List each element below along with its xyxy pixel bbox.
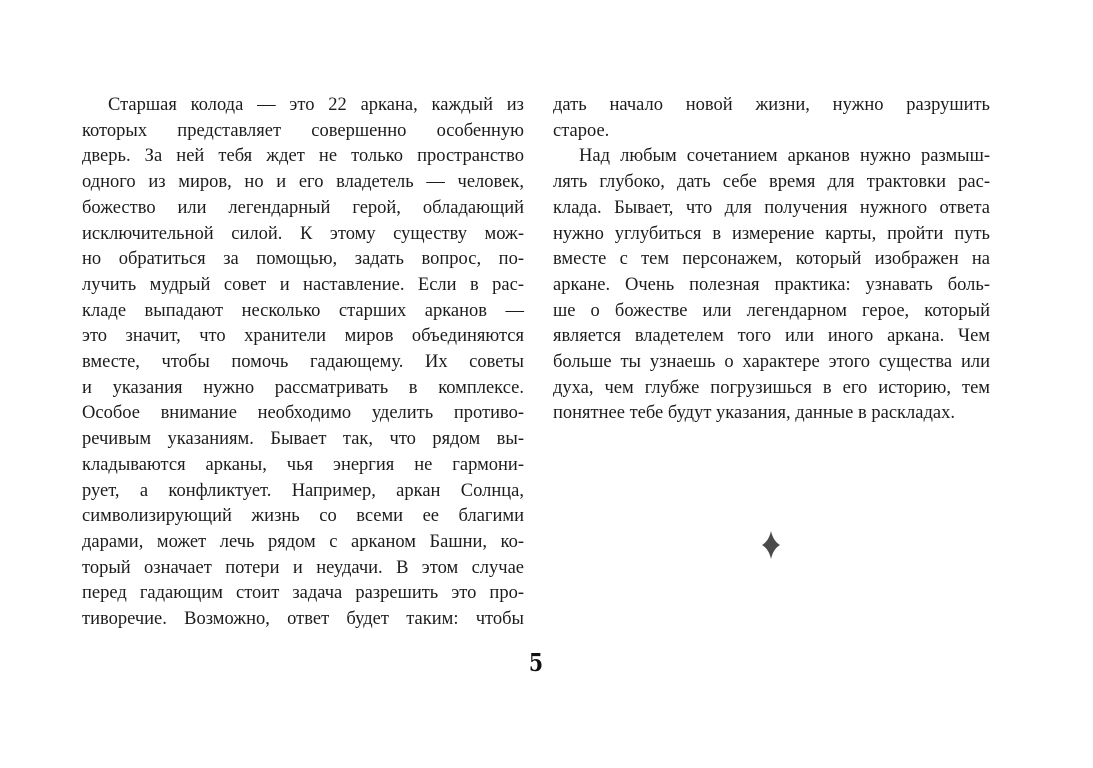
text-line: понятнее тебе будут указания, данные в раскладах.	[553, 403, 955, 424]
text-line: дать начало новой жизни, нужно разрушить	[553, 95, 990, 115]
text-line: Над любым сочетанием арканов нужно размыш-	[579, 146, 990, 167]
text-line: аркане. Очень полезная практика: узнавать боль-	[553, 274, 990, 295]
text-line: больше ты узнаешь о характере этого существа или	[553, 352, 990, 373]
text-columns	[82, 93, 990, 633]
left-text-column	[82, 93, 524, 633]
text-line: речивым указаниям. Бывает так, что рядом вы-	[82, 429, 524, 450]
text-line: нужно углубиться в измерение карты, пройти путь	[553, 223, 990, 244]
text-line: и указания нужно рассматривать в комплексе.	[82, 377, 524, 398]
text-line: но обратиться за помощью, задать вопрос, по-	[82, 249, 524, 270]
text-line: вместе с тем персонажем, который изображен на	[553, 249, 990, 270]
text-line: исключительной силой. К этому существу мож-	[82, 223, 524, 244]
text-line: кладе выпадают несколько старших арканов —	[82, 300, 524, 321]
text-line: Старшая колода — это 22 аркана, каждый из	[108, 95, 524, 115]
text-line: перед гадающим стоит задача разрешить это про-	[82, 583, 524, 604]
text-line: кладываются арканы, чья энергия не гармони-	[82, 454, 524, 475]
text-line: торый означает потери и неудачи. В этом случае	[82, 557, 524, 578]
page-number: 5	[528, 648, 544, 677]
diamond-ornament-icon	[762, 531, 780, 559]
text-line: одного из миров, но и его владетель — человек,	[82, 172, 524, 193]
text-line: духа, чем глубже погрузишься в его историю, тем	[553, 377, 990, 398]
text-line: символизирующий жизнь со всеми ее благими	[82, 506, 524, 527]
text-line: лучить мудрый совет и наставление. Если в рас-	[82, 274, 524, 295]
text-line: дверь. За ней тебя ждет не только пространство	[82, 146, 524, 167]
text-line: божество или легендарный герой, обладающий	[82, 197, 524, 218]
text-line: клада. Бывает, что для получения нужного ответа	[553, 197, 990, 218]
text-line: вместе, чтобы помочь гадающему. Их советы	[82, 352, 524, 373]
text-line: Особое внимание необходимо уделить противо-	[82, 403, 524, 424]
text-line: является владетелем того или иного аркана. Чем	[553, 326, 990, 347]
text-line: которых представляет совершенно особенную	[82, 120, 524, 141]
text-line: это значит, что хранители миров объединяются	[82, 326, 524, 347]
text-line: старое.	[553, 120, 610, 141]
text-line: лять глубоко, дать себе время для трактовки рас-	[553, 172, 990, 193]
text-line: ше о божестве или легендарном герое, который	[553, 300, 990, 321]
text-line: рует, а конфликтует. Например, аркан Солнца,	[82, 480, 524, 501]
text-line: тиворечие. Возможно, ответ будет таким: чтобы	[82, 609, 524, 630]
text-line: дарами, может лечь рядом с арканом Башни, ко-	[82, 531, 524, 552]
